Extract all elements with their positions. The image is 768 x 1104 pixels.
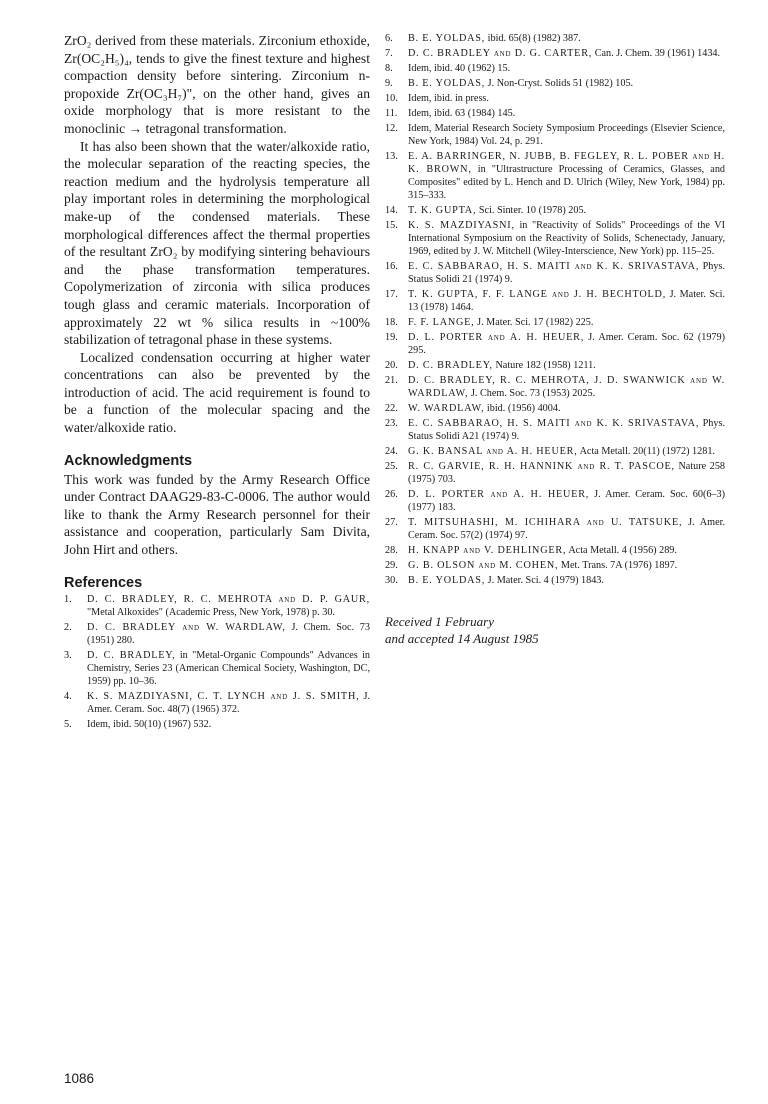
reference-authors: D. L. PORTER and A. H. HEUER, xyxy=(408,332,585,343)
reference-item xyxy=(385,47,725,60)
reference-number: 30. xyxy=(385,575,398,586)
reference-text xyxy=(408,559,725,572)
reference-item xyxy=(385,77,725,90)
reference-item xyxy=(385,516,725,542)
reference-number: 1. xyxy=(64,593,72,605)
reference-citation: in "Ultrastructure Processing of Ceramics, Glasses, and Composites" edited by L. Hench and D. Ulrich (Wiley, New York, 1984) pp. 315–333. xyxy=(408,164,726,201)
reference-number: 6. xyxy=(385,33,393,44)
reference-text xyxy=(87,718,370,731)
reference-authors: G. B. OLSON and M. COHEN, xyxy=(408,560,559,571)
reference-text xyxy=(408,516,725,542)
reference-citation: J. Chem. Soc. 73 (1953) 2025. xyxy=(470,388,596,399)
reference-authors: D. L. PORTER and A. H. HEUER, xyxy=(408,489,590,500)
reference-number: 22. xyxy=(385,403,398,414)
reference-authors: T. K. GUPTA, F. F. LANGE and J. H. BECHTOLD, xyxy=(408,289,667,300)
reference-citation: ibid. 65(8) (1982) 387. xyxy=(487,33,581,44)
reference-authors: R. C. GARVIE, R. H. HANNINK and R. T. PASCOE, xyxy=(408,461,675,472)
acknowledgments-heading: Acknowledgments xyxy=(64,452,193,469)
reference-number: 18. xyxy=(385,317,398,328)
body-paragraph: ZrO₂ derived from these materials. Zirconium ethoxide, Zr(OC₂H₅)₄, tends to give the finest texture and highest compaction density before sintering. Zirconium n-propoxide Zr(OC₃H₇)", on the other hand, gives an oxide morphology that is more resistant to the monoclinic → tetragonal transformation. xyxy=(64,33,370,136)
reference-text xyxy=(408,77,725,90)
reference-authors: G. K. BANSAL and A. H. HEUER, xyxy=(408,446,578,457)
reference-citation: Can. J. Chem. 39 (1961) 1434. xyxy=(594,48,721,59)
reference-text xyxy=(408,544,725,557)
reference-number: 23. xyxy=(385,418,398,429)
reference-item xyxy=(385,359,725,372)
reference-citation: in "Metal-Organic Compounds" Advances in Chemistry, Series 23 (American Chemical Society, Washington, DC, 1959) pp. 10–36. xyxy=(87,649,370,687)
reference-authors: F. F. LANGE, xyxy=(408,317,475,328)
reference-item xyxy=(64,690,370,716)
reference-number: 10. xyxy=(385,93,398,104)
reference-item xyxy=(385,374,725,400)
reference-item xyxy=(385,417,725,443)
reference-number: 4. xyxy=(64,690,72,702)
reference-item xyxy=(64,621,370,647)
reference-citation: J. Amer. Ceram. Soc. 48(7) (1965) 372. xyxy=(87,690,370,715)
reference-text xyxy=(408,331,725,357)
reference-authors: B. E. YOLDAS, xyxy=(408,33,486,44)
reference-citation: "Metal Alkoxides" (Academic Press, New York, 1978) p. 30. xyxy=(87,606,335,618)
reference-item xyxy=(385,402,725,415)
reference-text xyxy=(408,417,725,443)
reference-text xyxy=(87,649,370,688)
reference-citation: J. Amer. Ceram. Soc. 60(6–3) (1977) 183. xyxy=(408,489,726,513)
reference-authors: D. C. BRADLEY and D. G. CARTER, xyxy=(408,48,593,59)
reference-number: 11. xyxy=(385,108,398,119)
received-dates xyxy=(385,613,725,647)
reference-citation: in "Reactivity of Solids" Proceedings of the VI International Symposium on the Reactivity of Solids, Schenectady, January, 1969, edited by J. W. Mitchell (Wiley-Interscience, New York) pp. 115–25. xyxy=(408,220,726,257)
reference-citation: Phys. Status Solidi 21 (1974) 9. xyxy=(408,261,725,285)
reference-item xyxy=(385,150,725,202)
reference-number: 25. xyxy=(385,461,398,472)
reference-authors: K. S. MAZDIYASNI, xyxy=(408,220,515,231)
reference-item xyxy=(385,92,725,105)
reference-citation: Idem, ibid. 40 (1962) 15. xyxy=(408,63,511,74)
reference-citation: Acta Metall. 20(11) (1972) 1281. xyxy=(579,446,715,457)
body-paragraph: It has also been shown that the water/alkoxide ratio, the molecular separation of the reacting species, the reaction medium and the hydrolysis temperature all play important roles in determining the morphological make-up of the condensed materials. These morphological differences affect the thermal properties of the resultant ZrO₂ by modifying sintering behaviours and the phase transformation temperatures. Copolymerization of zirconia with silica produces tough glass and ceramic materials. Incorporation of approximately 22 wt % silica results in ~100% stabilization of tetragonal phase in these systems. xyxy=(64,138,370,348)
reference-citation: Sci. Sinter. 10 (1978) 205. xyxy=(478,205,587,216)
references-heading: References xyxy=(64,574,143,591)
reference-number: 28. xyxy=(385,545,398,556)
reference-list-left xyxy=(64,593,370,731)
page-number: 1086 xyxy=(64,1071,95,1086)
reference-text xyxy=(87,593,370,619)
reference-number: 2. xyxy=(64,621,72,633)
reference-number: 9. xyxy=(385,78,393,89)
reference-item xyxy=(385,559,725,572)
reference-citation: Nature 258 (1975) 703. xyxy=(408,461,726,485)
reference-authors: T. MITSUHASHI, M. ICHIHARA and U. TATSUKE, xyxy=(408,517,683,528)
reference-item xyxy=(385,445,725,458)
reference-citation: ibid. (1956) 4004. xyxy=(486,403,561,414)
reference-authors: W. WARDLAW, xyxy=(408,403,485,414)
reference-number: 7. xyxy=(385,48,393,59)
reference-authors: D. C. BRADLEY, R. C. MEHROTA, J. D. SWANWICK and W. WARDLAW, xyxy=(408,375,725,399)
reference-item xyxy=(64,718,370,731)
reference-text xyxy=(408,219,725,258)
reference-authors: H. KNAPP and V. DEHLINGER, xyxy=(408,545,567,556)
reference-text xyxy=(408,150,725,202)
reference-authors: D. C. BRADLEY and W. WARDLAW, xyxy=(87,621,286,633)
reference-authors: B. E. YOLDAS, xyxy=(408,78,486,89)
reference-number: 12. xyxy=(385,123,398,134)
reference-text xyxy=(408,47,725,60)
reference-text xyxy=(408,445,725,458)
reference-text xyxy=(408,32,725,45)
reference-item xyxy=(385,122,725,148)
reference-authors: E. C. SABBARAO, H. S. MAITI and K. K. SRIVASTAVA, xyxy=(408,261,700,272)
reference-citation: Idem, ibid. in press. xyxy=(408,93,489,104)
reference-item xyxy=(385,460,725,486)
reference-item xyxy=(385,544,725,557)
reference-number: 27. xyxy=(385,517,398,528)
reference-citation: J. Amer. Ceram. Soc. 57(2) (1974) 97. xyxy=(408,517,725,541)
reference-citation: Met. Trans. 7A (1976) 1897. xyxy=(560,560,678,571)
reference-number: 20. xyxy=(385,360,398,371)
reference-number: 15. xyxy=(385,220,398,231)
reference-citation: Idem, Material Research Society Symposium Proceedings (Elsevier Science, New York, 1984) Vol. 24, p. 291. xyxy=(408,123,725,147)
reference-authors: E. A. BARRINGER, N. JUBB, B. FEGLEY, R. L. POBER and H. K. BROWN, xyxy=(408,151,725,175)
reference-item xyxy=(385,260,725,286)
reference-item xyxy=(64,593,370,619)
left-column xyxy=(64,32,370,733)
reference-authors: E. C. SABBARAO, H. S. MAITI and K. K. SRIVASTAVA, xyxy=(408,418,700,429)
reference-text xyxy=(408,62,725,75)
reference-number: 5. xyxy=(64,718,72,730)
reference-citation: Idem, ibid. 63 (1984) 145. xyxy=(408,108,516,119)
acknowledgments-text: This work was funded by the Army Research Office under Contract DAAG29-83-C-0006. The author would like to thank the Army Research personnel for their assistance and cooperation, particularly Sam Divita, John Hirt and others. xyxy=(64,471,370,558)
reference-citation: Nature 182 (1958) 1211. xyxy=(495,360,596,371)
reference-text xyxy=(408,402,725,415)
reference-number: 26. xyxy=(385,489,398,500)
reference-citation: J. Amer. Ceram. Soc. 62 (1979) 295. xyxy=(408,332,726,356)
reference-authors: D. C. BRADLEY, R. C. MEHROTA and D. P. GAUR, xyxy=(87,593,370,605)
right-column xyxy=(385,32,725,647)
reference-text xyxy=(408,374,725,400)
reference-citation: J. Mater. Sci. 4 (1979) 1843. xyxy=(487,575,604,586)
reference-item xyxy=(385,62,725,75)
reference-number: 17. xyxy=(385,289,398,300)
reference-item xyxy=(385,219,725,258)
reference-text xyxy=(408,460,725,486)
reference-authors: K. S. MAZDIYASNI, C. T. LYNCH and J. S. SMITH, xyxy=(87,690,360,702)
reference-citation: Phys. Status Solidi A21 (1974) 9. xyxy=(408,418,725,442)
reference-text xyxy=(408,122,725,148)
reference-number: 16. xyxy=(385,261,398,272)
reference-citation: J. Mater. Sci. 13 (1978) 1464. xyxy=(408,289,726,313)
reference-list-right xyxy=(385,32,725,587)
reference-text xyxy=(408,359,725,372)
reference-citation: Acta Metall. 4 (1956) 289. xyxy=(568,545,677,556)
body-paragraph: Localized condensation occurring at higher water concentrations can also be prevented by the introduction of acid. The acid requirement is found to be a function of the molecular spacing and the water/alkoxide ratio. xyxy=(64,349,370,436)
reference-number: 8. xyxy=(385,63,393,74)
reference-item xyxy=(385,488,725,514)
reference-number: 24. xyxy=(385,446,398,457)
reference-number: 3. xyxy=(64,649,72,661)
reference-item xyxy=(385,32,725,45)
reference-text xyxy=(87,621,370,647)
reference-item xyxy=(385,574,725,587)
reference-number: 19. xyxy=(385,332,398,343)
reference-authors: D. C. BRADLEY, xyxy=(87,649,176,661)
reference-text xyxy=(87,690,370,716)
reference-number: 21. xyxy=(385,375,398,386)
reference-citation: Idem, ibid. 50(10) (1967) 532. xyxy=(87,718,212,730)
reference-number: 14. xyxy=(385,205,398,216)
reference-text xyxy=(408,574,725,587)
received-line: Received 1 February xyxy=(385,614,495,629)
reference-text xyxy=(408,204,725,217)
reference-number: 13. xyxy=(385,151,398,162)
reference-text xyxy=(408,107,725,120)
accepted-line: and accepted 14 August 1985 xyxy=(385,631,539,646)
reference-authors: T. K. GUPTA, xyxy=(408,205,477,216)
reference-item xyxy=(385,331,725,357)
reference-item xyxy=(385,107,725,120)
reference-item xyxy=(385,204,725,217)
reference-text xyxy=(408,288,725,314)
reference-number: 29. xyxy=(385,560,398,571)
reference-text xyxy=(408,488,725,514)
reference-text xyxy=(408,260,725,286)
reference-authors: B. E. YOLDAS, xyxy=(408,575,486,586)
reference-authors: D. C. BRADLEY, xyxy=(408,360,493,371)
reference-item xyxy=(64,649,370,688)
reference-text xyxy=(408,316,725,329)
reference-citation: J. Non-Cryst. Solids 51 (1982) 105. xyxy=(487,78,634,89)
reference-citation: J. Mater. Sci. 17 (1982) 225. xyxy=(477,317,594,328)
reference-citation: J. Chem. Soc. 73 (1951) 280. xyxy=(87,621,370,646)
reference-item xyxy=(385,288,725,314)
reference-text xyxy=(408,92,725,105)
reference-item xyxy=(385,316,725,329)
